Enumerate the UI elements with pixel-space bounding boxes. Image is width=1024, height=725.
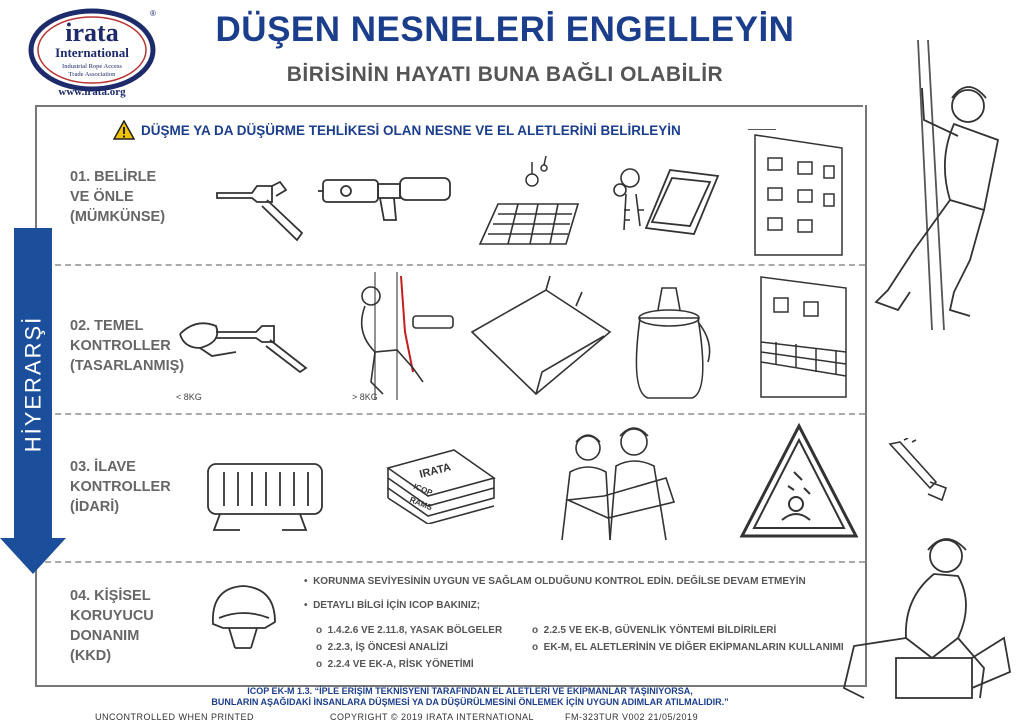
page-subtitle: BİRİSİNİN HAYATI BUNA BAĞLI OLABİLİR — [286, 63, 724, 86]
row-separator — [35, 264, 865, 266]
logo-registered: ® — [150, 9, 156, 18]
logo-sub: International — [55, 45, 129, 60]
building-icon — [756, 272, 852, 402]
ppe-bullet-1: • KORUNMA SEVİYESİNİN UYGUN VE SAĞLAM OLDUĞUNU KONTROL EDİN. DEĞİLSE DEVAM ETMEYİN — [304, 576, 806, 587]
book-icop: ICOP — [412, 481, 434, 498]
step-3-line-2: KONTROLLER — [70, 479, 171, 495]
step-3-line-3: (İDARİ) — [70, 499, 120, 515]
ppe-ref-item: o 1.4.2.6 VE 2.11.8, YASAK BÖLGELER — [316, 625, 503, 636]
ground-worker-icon — [834, 528, 1016, 708]
ppe-ref-3: 2.2.4 VE EK-A, RİSK YÖNETİMİ — [327, 659, 474, 670]
logo-brand: irata — [65, 18, 119, 47]
ppe-bullet-1-text: KORUNMA SEVİYESİNİN UYGUN VE SAĞLAM OLDUĞUNU KONTROL EDİN. DEĞİLSE DEVAM ETMEYİN — [313, 576, 806, 587]
weight-over-label: > 8KG — [352, 392, 378, 402]
briefing-workers-icon — [548, 420, 678, 548]
rope-worker-icon — [335, 272, 465, 400]
logo-tagline-1: Industrial Rope Access — [62, 63, 122, 70]
step-4 — [70, 586, 220, 666]
drill-icon — [318, 168, 458, 228]
hierarchy-arrow-head — [0, 538, 66, 574]
page-title: DÜŞEN NESNELERİ ENGELLEYİN — [215, 10, 795, 49]
step-4-line-2: KORUYUCU — [70, 608, 154, 624]
falling-wrench-icon — [884, 438, 954, 502]
row-separator — [35, 561, 865, 563]
helmet-icon — [205, 578, 283, 654]
ppe-ref-item: o 2.2.5 VE EK-B, GÜVENLİK YÖNTEMİ BİLDİRİLERİ — [532, 625, 777, 636]
document-code: FM-323TUR V002 21/05/2019 — [565, 712, 699, 722]
step-1-line-1: 01. BELİRLE — [70, 169, 157, 185]
hierarchy-label: HİYERARŞİ — [20, 315, 45, 453]
bolts-icon — [518, 152, 558, 192]
footer-quote-line-2: BUNLARIN AŞAĞIDAKİ İNSANLARA DÜŞMESİ YA DA DÜŞÜRÜLMESİNİ ÖNLEMEK İÇİN UYGUN ADIMLAR ATILMALIDIR.” — [211, 697, 729, 707]
step-4-line-4: (KKD) — [70, 648, 112, 664]
tethered-wrench-icon — [176, 312, 316, 374]
ppe-ref-5: EK-M, EL ALETLERİNİN VE DİĞER EKİPMANLARIN KULLANIMI — [543, 642, 844, 653]
warning-icon — [113, 120, 135, 140]
copyright-note: COPYRIGHT © 2019 IRATA INTERNATIONAL — [330, 712, 535, 722]
ppe-ref-2: 2.2.3, İŞ ÖNCESİ ANALİZİ — [327, 642, 448, 653]
step-3-line-1: 03. İLAVE — [70, 459, 136, 475]
ppe-ref-item: o EK-M, EL ALETLERİNİN VE DİĞER EKİPMANLARIN KULLANIMI — [532, 642, 844, 653]
barrier-icon — [200, 456, 330, 536]
step-4-line-3: DONANIM — [70, 628, 140, 644]
climber-icon — [858, 40, 1024, 330]
net-icon — [466, 276, 616, 402]
step-3 — [70, 457, 220, 517]
warning-text: DÜŞME YA DA DÜŞÜRME TEHLİKESİ OLAN NESNE VE EL ALETLERİNİ BELİRLEYİN — [141, 122, 681, 138]
uncontrolled-note: UNCONTROLLED WHEN PRINTED — [95, 712, 255, 722]
book-rams: RAMS — [408, 495, 434, 513]
step-2-line-3: (TASARLANMIŞ) — [70, 358, 185, 374]
ppe-ref-item: o 2.2.3, İŞ ÖNCESİ ANALİZİ — [316, 642, 448, 653]
step-4-line-1: 04. KİŞİSEL — [70, 588, 151, 604]
phone-icon — [642, 168, 722, 238]
wrench-icon — [212, 178, 312, 248]
manual-book-icon — [378, 448, 500, 524]
irata-logo — [28, 8, 156, 96]
ppe-bullet-2: • DETAYLI BİLGİ İÇİN ICOP BAKINIZ; — [304, 600, 481, 611]
step-1-line-3: (MÜMKÜNSE) — [70, 209, 166, 225]
falling-objects-sign-icon — [738, 420, 860, 542]
logo-tagline-2: Trade Association — [68, 71, 116, 78]
hierarchy-label-box — [14, 228, 52, 540]
ppe-ref-4: 2.2.5 VE EK-B, GÜVENLİK YÖNTEMİ BİLDİRİLERİ — [543, 625, 777, 636]
bag-icon — [622, 282, 717, 404]
weight-under-label: < 8KG — [176, 392, 202, 402]
footer-quote-line-1: ICOP EK-M 1.3. “İPLE ERİŞİM TEKNİSYENİ TARAFINDAN EL ALETLERİ VE EKİPMANLAR TAŞINIYORSA, — [247, 686, 693, 696]
website-link[interactable]: www.irata.org — [58, 86, 126, 98]
step-2-line-1: 02. TEMEL — [70, 318, 144, 334]
warning-heading — [113, 119, 773, 141]
building-icon — [750, 130, 848, 260]
step-1-line-2: VE ÖNLE — [70, 189, 134, 205]
ppe-bullet-2-text: DETAYLI BİLGİ İÇİN ICOP BAKINIZ; — [313, 600, 481, 611]
ppe-ref-1: 1.4.2.6 VE 2.11.8, YASAK BÖLGELER — [327, 625, 503, 636]
step-2-line-2: KONTROLLER — [70, 338, 171, 354]
row-separator — [35, 413, 865, 415]
step-1 — [70, 167, 220, 227]
book-title: IRATA — [418, 461, 453, 481]
tile-icon — [478, 200, 583, 248]
ppe-ref-item: o 2.2.4 VE EK-A, RİSK YÖNETİMİ — [316, 659, 474, 670]
